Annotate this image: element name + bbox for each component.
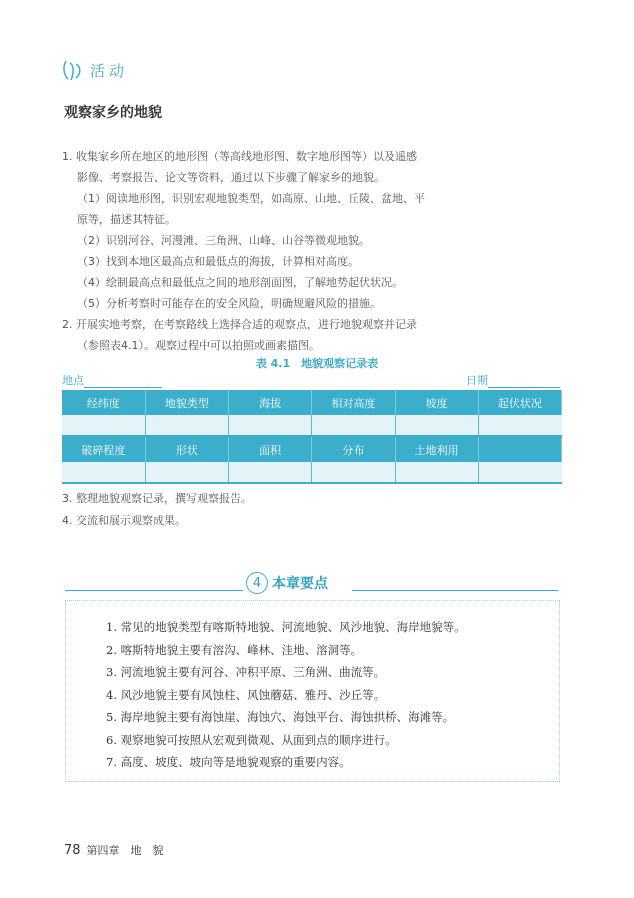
step-line: 影像、考察报告、论文等资料，通过以下步骤了解家乡的地貌。	[77, 171, 385, 184]
step-line: 1. 收集家乡所在地区的地形图（等高线地形图、数字地形图等）以及遥感	[62, 150, 417, 163]
key-point-item: 3. 河流地貌主要有河谷、冲积平原、三角洲、曲流等。	[106, 665, 386, 679]
table-empty-cell	[62, 415, 145, 436]
date-label: 日期	[466, 374, 488, 387]
table-header-cell: 分布	[312, 436, 395, 462]
table-empty-cell	[478, 415, 561, 436]
key-points-header	[0, 568, 634, 598]
key-point-item: 2. 喀斯特地貌主要有溶沟、峰林、洼地、溶洞等。	[106, 642, 363, 657]
location-field	[62, 372, 162, 388]
table-data-row	[62, 415, 562, 436]
table-header-cell: 形状	[145, 436, 228, 462]
step-line: （3）找到本地区最高点和最低点的海拔，计算相对高度。	[77, 255, 359, 268]
location-label: 地点	[62, 374, 84, 387]
table-empty-cell	[395, 415, 478, 436]
step-line: （2）识别河谷、河漫滩、三角洲、山峰、山谷等微观地貌。	[77, 234, 370, 247]
key-point-item: 6. 观察地貌可按照从宏观到微观、从面到点的顺序进行。	[106, 732, 397, 747]
table-empty-cell	[229, 462, 312, 483]
table-header-cell: 相对高度	[312, 390, 395, 415]
step-line: 2. 开展实地考察，在考察路线上选择合适的观察点，进行地貌观察并记录	[62, 318, 417, 331]
step-line: （参照表4.1）。观察过程中可以拍照或画素描图。	[77, 339, 320, 352]
table-header-cell: 坡度	[395, 390, 478, 415]
step-line: （1）阅读地形图，识别宏观地貌类型，如高原、山地、丘陵、盆地、平	[77, 192, 425, 205]
key-points-title: 本章要点	[272, 576, 328, 592]
table-header-cell: 经纬度	[62, 390, 145, 415]
key-points-box	[65, 600, 560, 782]
table-empty-cell	[395, 462, 478, 483]
step-line: （4）绘制最高点和最低点之间的地形剖面图，了解地势起伏状况。	[77, 276, 403, 289]
table-caption: 表 4.1 地貌观察记录表	[255, 357, 379, 370]
table-header-cell: 破碎程度	[62, 436, 145, 462]
section-title: 观察家乡的地貌	[64, 105, 162, 121]
table-empty-cell	[145, 462, 228, 483]
table-header-cell: 面积	[229, 436, 312, 462]
step-4: 4. 交流和展示观察成果。	[62, 514, 186, 527]
table-empty-cell	[62, 462, 145, 483]
table-empty-cell	[145, 415, 228, 436]
table-empty-cell	[312, 462, 395, 483]
page-footer	[64, 842, 164, 858]
key-point-item: 5. 海岸地貌主要有海蚀崖、海蚀穴、海蚀平台、海蚀拱桥、海滩等。	[106, 710, 455, 724]
key-point-item: 4. 风沙地貌主要有风蚀柱、风蚀蘑菇、雅丹、沙丘等。	[106, 687, 386, 702]
table-header-cell: 起伏状况	[478, 390, 561, 415]
key-point-item: 7. 高度、坡度、坡向等是地貌观察的重要内容。	[106, 755, 351, 769]
activity-heading	[62, 58, 128, 82]
table-header-cell: 海拔	[229, 390, 312, 415]
table-data-row	[62, 462, 562, 483]
page-number: 78	[64, 843, 81, 858]
step-line: （5）分析考察时可能存在的安全风险，明确规避风险的措施。	[77, 297, 381, 310]
date-field	[466, 372, 560, 388]
table-header-cell: 土地利用	[395, 436, 478, 462]
table-empty-cell	[478, 462, 561, 483]
key-point-item: 1. 常见的地貌类型有喀斯特地貌、河流地貌、风沙地貌、海岸地貌等。	[106, 620, 466, 634]
activity-label: 活动	[90, 61, 129, 80]
table-header-row	[62, 436, 562, 462]
chapter-number-badge: 4	[246, 572, 268, 594]
table-empty-cell	[229, 415, 312, 436]
table-empty-cell	[312, 415, 395, 436]
observation-table	[62, 390, 562, 484]
table-header-cell: 地貌类型	[145, 390, 228, 415]
table-header-row	[62, 390, 562, 415]
activity-leaf-icon	[62, 58, 84, 82]
table-header-cell	[478, 436, 561, 462]
step-3: 3. 整理地貌观察记录，撰写观察报告。	[62, 492, 252, 505]
chapter-name: 第四章 地 貌	[86, 844, 164, 857]
step-line: 原等，描述其特征。	[77, 213, 176, 226]
